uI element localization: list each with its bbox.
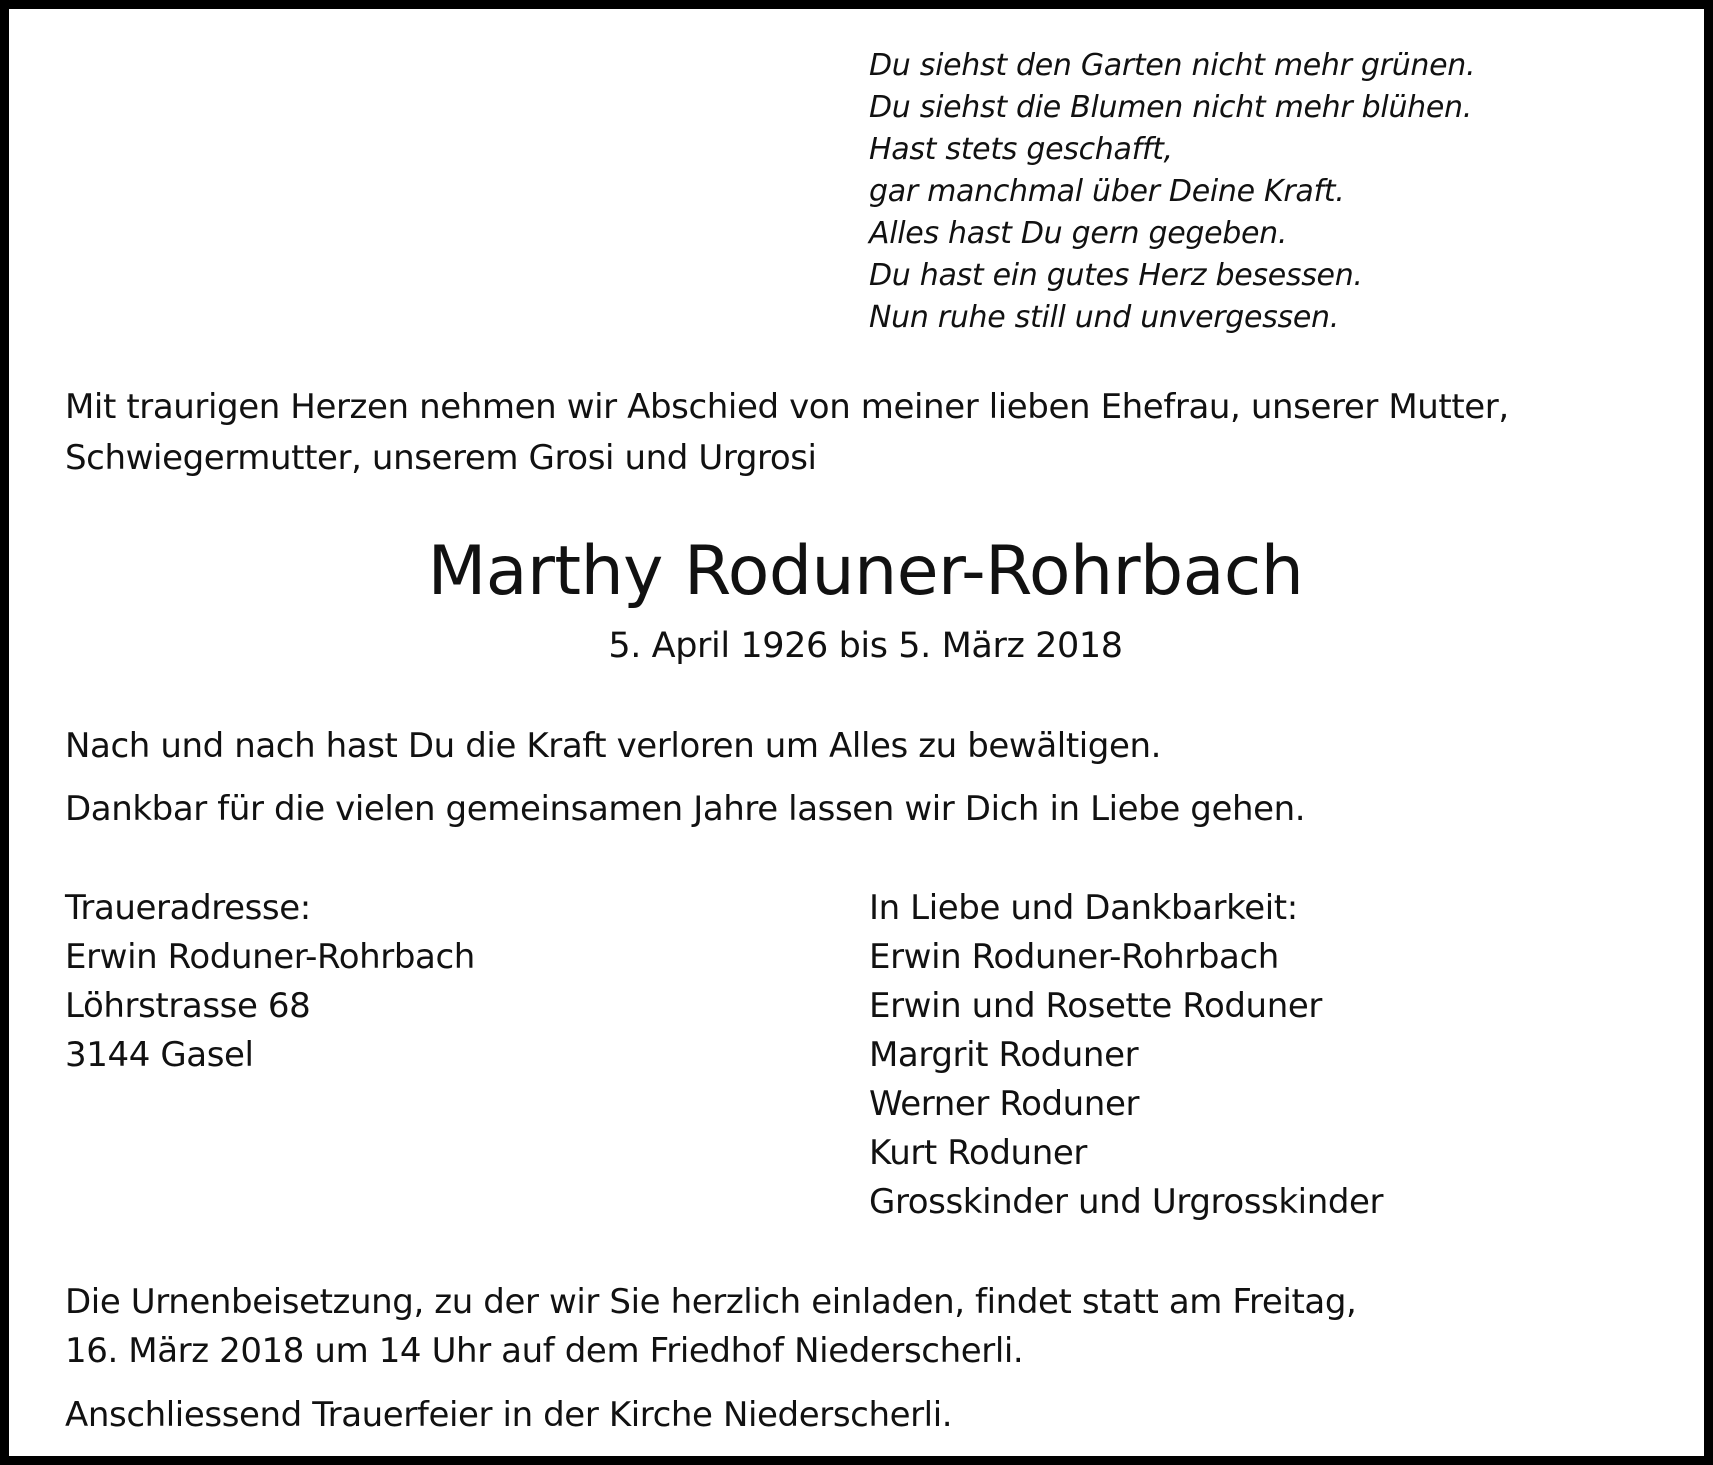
mourner-name: Werner Roduner xyxy=(869,1084,1140,1124)
address-name: Erwin Roduner-Rohrbach xyxy=(65,937,475,977)
mourning-address xyxy=(65,884,475,1080)
tribute-line-2: Dankbar für die vielen gemeinsamen Jahre lassen wir Dich in Liebe gehen. xyxy=(65,789,1306,829)
life-dates: 5. April 1926 bis 5. März 2018 xyxy=(608,626,1123,666)
deceased-name: Marthy Roduner-Rohrbach xyxy=(427,532,1304,611)
mourner-name: Kurt Roduner xyxy=(869,1133,1087,1173)
intro-line-1: Mit traurigen Herzen nehmen wir Abschied von meiner lieben Ehefrau, unserer Mutter, xyxy=(65,387,1509,427)
poem-line: Alles hast Du gern gegeben. xyxy=(869,216,1288,251)
mourner-name: Grosskinder und Urgrosskinder xyxy=(869,1182,1384,1222)
intro-line-2: Schwiegermutter, unserem Grosi und Urgrosi xyxy=(65,438,817,478)
address-heading: Traueradresse: xyxy=(65,888,311,928)
poem-line: gar manchmal über Deine Kraft. xyxy=(869,174,1345,209)
tribute-line-1: Nach und nach hast Du die Kraft verloren um Alles zu bewältigen. xyxy=(65,726,1162,766)
poem-line: Nun ruhe still und unvergessen. xyxy=(869,300,1339,335)
poem-line: Du hast ein gutes Herz besessen. xyxy=(869,258,1363,293)
address-city: 3144 Gasel xyxy=(65,1035,254,1075)
service-line-3: Anschliessend Trauerfeier in der Kirche Niederscherli. xyxy=(65,1395,953,1435)
poem xyxy=(869,45,1689,339)
poem-line: Hast stets geschafft, xyxy=(869,132,1173,167)
poem-line: Du siehst den Garten nicht mehr grünen. xyxy=(869,48,1476,83)
mourner-name: Erwin Roduner-Rohrbach xyxy=(869,937,1279,977)
poem-line: Du siehst die Blumen nicht mehr blühen. xyxy=(869,90,1472,125)
mourner-name: Margrit Roduner xyxy=(869,1035,1139,1075)
mourners-heading: In Liebe und Dankbarkeit: xyxy=(869,888,1298,928)
mourners-list xyxy=(869,884,1383,1227)
mourner-name: Erwin und Rosette Roduner xyxy=(869,986,1322,1026)
service-line-1: Die Urnenbeisetzung, zu der wir Sie herzlich einladen, findet statt am Freitag, xyxy=(65,1282,1357,1322)
address-street: Löhrstrasse 68 xyxy=(65,986,311,1026)
service-line-2: 16. März 2018 um 14 Uhr auf dem Friedhof Niederscherli. xyxy=(65,1331,1024,1371)
